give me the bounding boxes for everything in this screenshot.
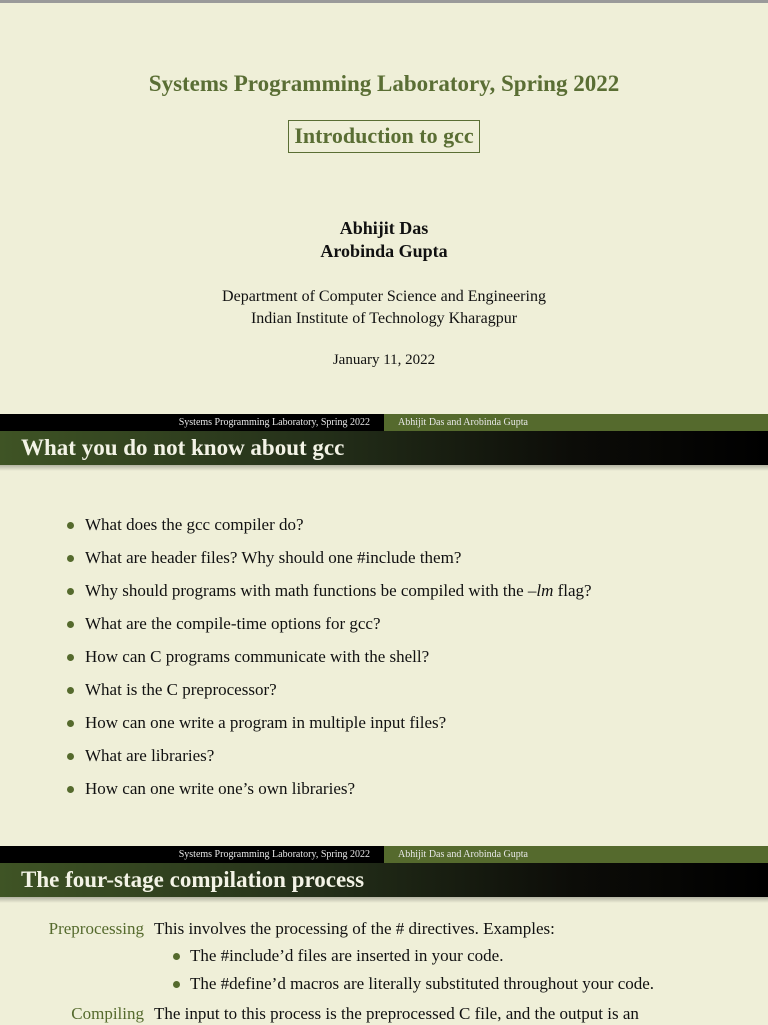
list-item-text: How can one write a program in multiple input files? [85, 713, 447, 732]
slide-heading: The four-stage compilation process [0, 863, 768, 897]
bullet-icon [173, 953, 180, 960]
heading-shadow [0, 465, 768, 471]
presentation-subtitle: Introduction to gcc [288, 120, 479, 153]
list-item [66, 679, 592, 712]
list-item [66, 580, 592, 613]
institute-name: Indian Institute of Technology Kharagpur [250, 310, 518, 327]
bullet-icon [67, 753, 74, 760]
list-item [66, 712, 592, 745]
top-border [0, 0, 768, 3]
presentation-title: Systems Programming Laboratory, Spring 2022 [148, 71, 620, 96]
bullet-icon [67, 522, 74, 529]
list-item-text: What are libraries? [85, 746, 215, 765]
lm-flag: –lm [527, 581, 554, 600]
footer-authors: Abhijit Das and Arobinda Gupta [384, 414, 768, 431]
bullet-icon [67, 654, 74, 661]
bullet-icon [67, 687, 74, 694]
list-item-text: What are header files? Why should one #include them? [85, 548, 462, 567]
list-item [66, 613, 592, 646]
list-item [66, 646, 592, 679]
bullet-icon [67, 720, 74, 727]
list-item [172, 973, 654, 1001]
list-item [66, 547, 592, 580]
list-item [66, 514, 592, 547]
author-2: Arobinda Gupta [320, 241, 448, 261]
list-item-text-before-flag: Why should programs with math functions be compiled with the [85, 581, 528, 600]
list-item-text: How can C programs communicate with the shell? [85, 647, 430, 666]
list-item-text: What are the compile-time options for gcc? [85, 614, 381, 633]
footer-authors: Abhijit Das and Arobinda Gupta [384, 846, 768, 863]
list-item-text: The #include’d files are inserted in your code. [190, 946, 504, 965]
preprocessing-examples [172, 945, 654, 1001]
bullet-icon [67, 555, 74, 562]
footer-course: Systems Programming Laboratory, Spring 2022 [0, 414, 384, 431]
slide-heading: What you do not know about gcc [0, 431, 768, 465]
list-item-text: The #define’d macros are literally substituted throughout your code. [190, 974, 655, 993]
bullet-icon [67, 621, 74, 628]
bullet-icon [173, 981, 180, 988]
list-item [66, 778, 592, 811]
question-list [66, 514, 592, 811]
list-item-text-after-flag: flag? [553, 581, 592, 600]
bullet-icon [67, 588, 74, 595]
stage-term-preprocessing: Preprocessing [48, 919, 144, 938]
heading-shadow [0, 897, 768, 903]
institute-department: Department of Computer Science and Engineering [222, 288, 546, 305]
list-item [172, 945, 654, 973]
footer-course: Systems Programming Laboratory, Spring 2022 [0, 846, 384, 863]
list-item-text: What does the gcc compiler do? [85, 515, 304, 534]
list-item-text: How can one write one’s own libraries? [85, 779, 356, 798]
stage-term-compiling: Compiling [71, 1004, 144, 1023]
stage-description-compiling: The input to this process is the preprocessed C file, and the output is an [154, 1004, 639, 1023]
bullet-icon [67, 786, 74, 793]
author-1: Abhijit Das [339, 218, 429, 238]
list-item-text: What is the C preprocessor? [85, 680, 277, 699]
subtitle-container [0, 120, 768, 153]
presentation-date: January 11, 2022 [332, 352, 436, 368]
stage-description-preprocessing: This involves the processing of the # directives. Examples: [154, 919, 555, 938]
slide-footer [0, 414, 768, 431]
list-item [66, 745, 592, 778]
slide-footer [0, 846, 768, 863]
